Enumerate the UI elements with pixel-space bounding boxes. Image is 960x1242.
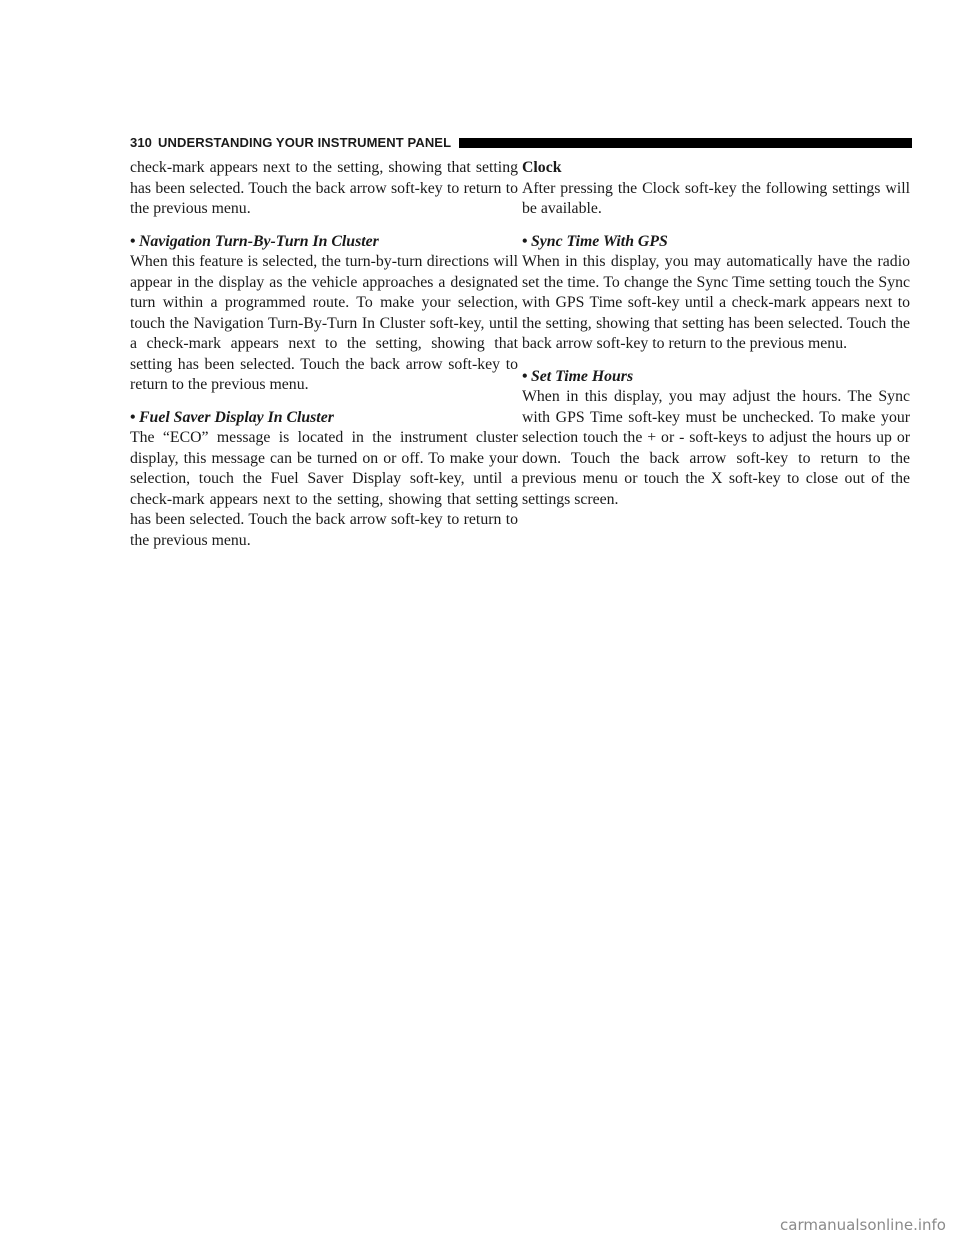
item-title-text: Navigation Turn-By-Turn In Cluster [139, 232, 379, 250]
watermark-link[interactable]: carmanualsonline.info [780, 1216, 946, 1234]
section-title: UNDERSTANDING YOUR INSTRUMENT PANEL [158, 135, 452, 150]
bullet-icon: • [130, 408, 136, 426]
right-column [522, 158, 910, 510]
item-body-fuel-saver-display: The “ECO” message is located in the instrument cluster display, this message can be turned on or off. To make your selection, touch the Fuel Saver Display soft-key, until a check-mark appears next to the setting, showing that setting has been selected. Touch the back arrow soft-key to return to the previous menu. [130, 429, 518, 549]
bullet-icon: • [522, 367, 528, 385]
item-title-fuel-saver-display [130, 408, 518, 429]
bullet-icon: • [522, 232, 528, 250]
left-column [130, 158, 518, 563]
item-body-navigation-turn-by-turn: When this feature is selected, the turn-by-turn directions will appear in the display as the vehicle approaches a designated turn within a programmed route. To make your selection, touch the Navigation Turn-By-Turn In Cluster soft-key, until a check-mark appears next to the setting, showing that setting has been selected. Touch the back arrow soft-key to return to the previous menu. [130, 253, 518, 393]
item-title-text: Set Time Hours [531, 367, 634, 385]
item-title-sync-time-with-gps [522, 232, 910, 253]
item-title-text: Fuel Saver Display In Cluster [139, 408, 334, 426]
header-rule [459, 138, 912, 148]
item-title-text: Sync Time With GPS [531, 232, 668, 250]
clock-intro-paragraph: After pressing the Clock soft-key the following settings will be available. [522, 179, 910, 217]
item-title-set-time-hours [522, 367, 910, 388]
page-number: 310 [130, 135, 152, 150]
item-body-set-time-hours: When in this display, you may adjust the hours. The Sync with GPS Time soft-key must be unchecked. To make your selection touch the + or - soft-keys to adjust the hours up or down. Touch the back arrow soft-key to return to the previous menu or touch the X soft-key to close out of the settings screen. [522, 388, 910, 508]
bullet-icon: • [130, 232, 136, 250]
clock-heading: Clock [522, 159, 562, 176]
item-title-navigation-turn-by-turn [130, 232, 518, 253]
page-header [130, 136, 912, 150]
continuation-paragraph: check-mark appears next to the setting, showing that setting has been selected. Touch the back arrow soft-key to return to the previous menu. [130, 159, 518, 217]
item-body-sync-time-with-gps: When in this display, you may automatically have the radio set the time. To change the Sync Time setting touch the Sync with GPS Time soft-key until a check-mark appears next to the setting, showing that setting has been selected. Touch the back arrow soft-key to return to the previous menu. [522, 253, 910, 352]
